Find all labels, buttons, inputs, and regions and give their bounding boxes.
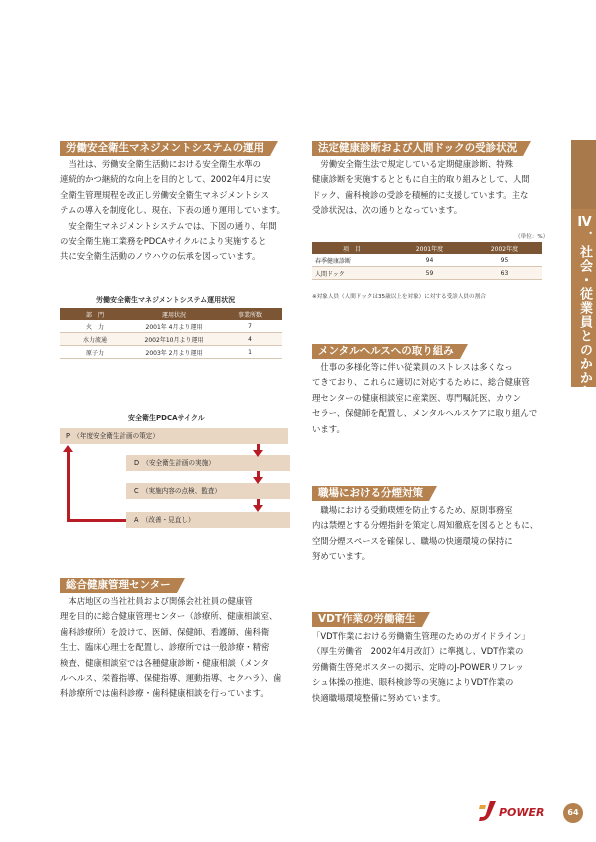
column-header: 事業所数 — [218, 308, 282, 320]
table-header-row — [312, 242, 542, 254]
table-cell: 94 — [392, 254, 467, 267]
table-row — [312, 267, 542, 280]
text-line: シュ体操の推進、眼科検診等の実施によりVDT作業の — [312, 677, 514, 688]
column-header: 項 目 — [312, 242, 392, 254]
table-cell: 原子力 — [60, 346, 130, 359]
chapter-title: Ⅳ．社会・従業員とのかかわり — [577, 215, 592, 413]
paragraph-health-checkup — [312, 157, 544, 219]
text-line: セラー、保健師を配置し、メンタルヘルスケアに取り組んで — [312, 408, 538, 419]
table-osh-status — [60, 308, 282, 359]
table-row — [60, 333, 282, 346]
text-line: 連続的かつ継続的な向上を目的として、2002年4月に安 — [60, 174, 271, 185]
text-line: 「VDT作業における労働衛生管理のためのガイドライン」 — [312, 631, 530, 641]
text-line: 科診療所では歯科診療・歯科健康相談を行っています。 — [60, 688, 269, 699]
pdca-title: 安全衛生PDCAサイクル — [128, 414, 205, 422]
pdca-do-bar: D （安全衛生計画の実施） — [126, 455, 290, 471]
table-cell: 4 — [218, 333, 282, 346]
paragraph-osh-management — [60, 157, 292, 265]
table-cell: 1 — [218, 346, 282, 359]
table-cell: 7 — [218, 320, 282, 333]
heading-mental-health: メンタルヘルスへの取り組み — [312, 344, 460, 359]
table-row — [60, 320, 282, 333]
heading-health-checkup: 法定健康診断および人間ドックの受診状況 — [312, 141, 523, 156]
heading-smoking: 職場における分煙対策 — [312, 486, 429, 501]
arrow-up-icon — [63, 445, 73, 452]
table-row — [60, 346, 282, 359]
text-line: てきており、これらに適切に対応するために、総合健康管 — [312, 377, 530, 388]
text-line: （厚生労働省 2002年4月改訂）に準拠し、VDT作業の — [312, 646, 524, 657]
paragraph-vdt — [312, 629, 544, 706]
text-line: の安全衛生施工業務をPDCAサイクルにより実施すると — [60, 236, 267, 247]
text-line: 当社は、労働安全衛生活動における安全衛生水準の — [60, 159, 261, 169]
pdca-check-bar: C （実施内容の点検、監査） — [126, 483, 290, 499]
text-line: 労働安全衛生法で規定している定期健康診断、特殊 — [312, 159, 513, 169]
text-line: 労働衛生啓発ポスターの掲示、定時のJ-POWERリフレッ — [312, 661, 524, 672]
table-cell: 63 — [467, 267, 542, 280]
text-line: 健康診断を実施するとともに自主的取り組みとして、人間 — [312, 174, 530, 185]
text-line: 快適職場環境整備に努めています。 — [312, 692, 446, 703]
text-line: います。 — [312, 423, 345, 434]
text-line: 空間分煙スペースを確保し、職場の快適環境の保持に — [312, 535, 513, 546]
table-checkup-rates — [312, 242, 542, 280]
column-header: 運用状況 — [130, 308, 218, 320]
text-line: 本店地区の当社社員および関係会社社員の健康管 — [60, 596, 253, 606]
table-cell: 春季健康診断 — [312, 254, 392, 267]
jpower-logo-icon — [478, 800, 498, 822]
chapter-side-tab-top — [571, 140, 596, 209]
table-cell: 2003年 2月より運用 — [130, 346, 218, 359]
table-footnote: ※対象人員（人間ドックは35歳以上を対象）に対する受診人員の割合 — [312, 294, 486, 300]
paragraph-mental-health — [312, 360, 544, 437]
text-line: 理を目的に総合健康管理センター（診療所、健康相談室、 — [60, 611, 278, 622]
table-cell: 95 — [467, 254, 542, 267]
arrow-down-icon — [253, 477, 263, 484]
heading-health-center: 総合健康管理センター — [60, 578, 177, 593]
heading-osh-management: 労働安全衛生マネジメントシステムの運用 — [60, 141, 270, 156]
arrow-up-icon — [67, 452, 70, 521]
text-line: 共に安全衛生活動のノウハウの伝承を図っています。 — [60, 251, 261, 262]
text-line: 生士、臨床心理士を配置し、診療所では一般診療・精密 — [60, 642, 270, 653]
table-cell: 火 力 — [60, 320, 130, 333]
arrow-return-line — [67, 519, 126, 522]
table-cell: 水力流通 — [60, 333, 130, 346]
text-line: 努めています。 — [312, 551, 370, 562]
table-header-row — [60, 308, 282, 320]
text-line: 全衛生管理規程を改正し労働安全衛生マネジメントシス — [60, 189, 269, 200]
page-number: 64 — [563, 803, 583, 823]
table-row — [312, 254, 542, 267]
arrow-down-icon — [253, 505, 263, 512]
table-cell: 人間ドック — [312, 267, 392, 280]
column-header: 部 門 — [60, 308, 130, 320]
paragraph-smoking — [312, 503, 544, 565]
text-line: 歯科診療所）を設けて、医師、保健師、看護師、歯科衛 — [60, 626, 270, 637]
pdca-act-bar: A （改善・見直し） — [126, 512, 290, 528]
column-header: 2002年度 — [467, 242, 542, 254]
column-header: 2001年度 — [392, 242, 467, 254]
table-cell: 2001年 4月より運用 — [130, 320, 218, 333]
table-caption-osh: 労働安全衛生マネジメントシステム運用状況 — [96, 296, 236, 304]
text-line: 職場における受動喫煙を防止するため、原則事務室 — [312, 505, 513, 515]
text-line: 仕事の多様化等に伴い従業員のストレスは多くなっ — [312, 362, 513, 372]
pdca-plan-bar: P （年度安全衛生計画の策定） — [60, 428, 288, 444]
unit-label: （単位：%） — [515, 234, 549, 240]
text-line: 受診状況は、次の通りとなっています。 — [312, 205, 463, 216]
arrow-down-icon — [253, 450, 263, 457]
text-line: テムの導入を制度化し、現在、下表の通り運用しています。 — [60, 205, 286, 216]
text-line: ドック、歯科検診の受診を積極的に支援しています。主な — [312, 189, 529, 200]
paragraph-health-center — [60, 594, 292, 702]
text-line: ルヘルス、栄養指導、保健指導、運動指導、セクハラ）、歯 — [60, 673, 282, 684]
logo-text: POWER — [499, 806, 545, 819]
text-line: 理センターの健康相談室に産業医、専門嘱託医、カウン — [312, 392, 522, 403]
text-line: 内は禁煙とする分煙指針を策定し周知徹底を図るとともに、 — [312, 520, 539, 531]
text-line: 安全衛生マネジメントシステムでは、下図の通り、年間 — [60, 220, 277, 231]
table-cell: 2002年10月より運用 — [130, 333, 218, 346]
text-line: 検査、健康相談室では各種健康診断・健康相談（メンタ — [60, 657, 270, 668]
heading-vdt: VDT作業の労働衛生 — [312, 612, 422, 627]
table-cell: 59 — [392, 267, 467, 280]
